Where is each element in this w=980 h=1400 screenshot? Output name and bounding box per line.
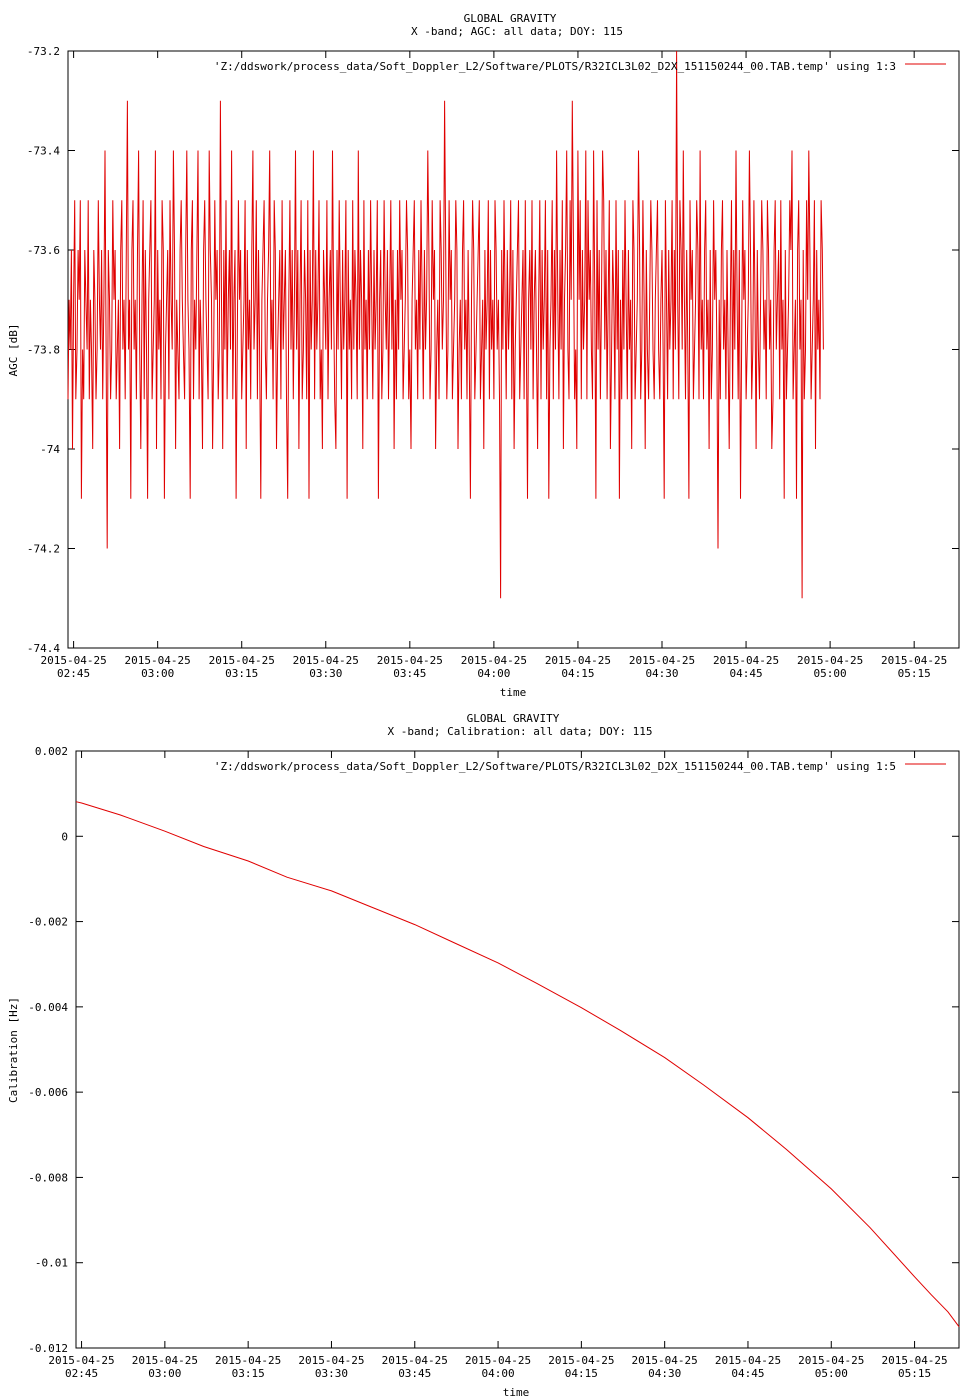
agc-series-line — [68, 51, 823, 598]
agc-y-tick-label: -73.6 — [26, 244, 60, 257]
agc-x-tick-date: 2015-04-25 — [628, 654, 696, 667]
calibration-x-tick-date: 2015-04-25 — [881, 1354, 948, 1367]
calibration-y-tick-label: -0.002 — [28, 915, 68, 929]
agc-x-tick-date: 2015-04-25 — [376, 654, 443, 667]
calibration-x-tick-date: 2015-04-25 — [464, 1354, 532, 1367]
agc-y-tick-label: -73.8 — [26, 343, 60, 357]
calibration-chart-subtitle: X -band; Calibration: all data; DOY: 115 — [387, 725, 653, 738]
agc-x-axis-label: time — [499, 686, 527, 699]
calibration-y-axis-label: Calibration [Hz] — [7, 997, 20, 1103]
calibration-y-tick-label: -0.008 — [28, 1171, 68, 1185]
calibration-chart-title: GLOBAL GRAVITY — [466, 712, 560, 725]
agc-x-tick-time: 02:45 — [57, 667, 91, 680]
calibration-x-tick-date: 2015-04-25 — [131, 1354, 198, 1367]
calibration-x-tick-time: 04:00 — [481, 1367, 515, 1380]
calibration-x-tick-time: 03:15 — [231, 1367, 265, 1380]
calibration-y-tick-label: 0.002 — [34, 745, 68, 758]
calibration-x-tick-time: 04:15 — [564, 1367, 598, 1380]
agc-y-tick-label: -73.4 — [26, 144, 60, 158]
calibration-x-tick-time: 04:30 — [648, 1367, 682, 1380]
calibration-x-tick-time: 04:45 — [731, 1367, 765, 1380]
calibration-y-tick-label: -0.012 — [28, 1342, 68, 1355]
agc-y-tick-label: -74 — [40, 443, 60, 456]
calibration-x-axis-label: time — [502, 1386, 530, 1399]
agc-x-tick-time: 04:30 — [645, 667, 679, 680]
calibration-y-tick-label: 0 — [61, 830, 68, 844]
agc-y-axis-label: AGC [dB] — [7, 323, 20, 377]
calibration-x-tick-date: 2015-04-25 — [381, 1354, 448, 1367]
agc-y-tick-label: -73.2 — [26, 45, 60, 58]
calibration-x-tick-time: 03:00 — [148, 1367, 182, 1380]
agc-x-tick-date: 2015-04-25 — [124, 654, 191, 667]
calibration-x-tick-date: 2015-04-25 — [798, 1354, 865, 1367]
agc-x-tick-date: 2015-04-25 — [292, 654, 359, 667]
calibration-legend-label: 'Z:/ddswork/process_data/Soft_Doppler_L2/Software/PLOTS/R32ICL3L02_D2X_151150244_00.TAB.temp' using 1:5 — [213, 760, 896, 773]
agc-x-tick-time: 04:45 — [729, 667, 763, 680]
agc-x-tick-time: 03:00 — [141, 667, 175, 680]
agc-x-tick-time: 03:30 — [309, 667, 343, 680]
calibration-series-line — [76, 802, 959, 1327]
agc-x-tick-time: 04:15 — [561, 667, 595, 680]
agc-x-tick-date: 2015-04-25 — [208, 654, 275, 667]
calibration-x-tick-date: 2015-04-25 — [631, 1354, 698, 1367]
calibration-y-ticks — [28, 745, 959, 1355]
agc-x-tick-date: 2015-04-25 — [712, 654, 780, 667]
calibration-y-tick-label: -0.006 — [28, 1086, 68, 1100]
agc-y-tick-label: -74.2 — [26, 542, 60, 556]
agc-x-tick-date: 2015-04-25 — [881, 654, 948, 667]
agc-legend-label: 'Z:/ddswork/process_data/Soft_Doppler_L2/Software/PLOTS/R32ICL3L02_D2X_151150244_00.TAB.temp' using 1:3 — [213, 60, 896, 73]
calibration-x-tick-time: 05:00 — [814, 1367, 848, 1380]
agc-x-tick-time: 04:00 — [477, 667, 511, 680]
calibration-y-tick-label: -0.004 — [28, 1000, 68, 1014]
calibration-plot-frame — [76, 751, 959, 1348]
agc-x-tick-time: 03:15 — [225, 667, 259, 680]
agc-x-tick-date: 2015-04-25 — [796, 654, 864, 667]
calibration-x-tick-date: 2015-04-25 — [48, 1354, 115, 1367]
calibration-x-tick-time: 05:15 — [898, 1367, 932, 1380]
calibration-x-tick-date: 2015-04-25 — [714, 1354, 782, 1367]
calibration-x-ticks — [48, 751, 947, 1380]
agc-x-tick-time: 05:15 — [897, 667, 931, 680]
calibration-x-tick-time: 03:45 — [398, 1367, 432, 1380]
agc-x-tick-time: 05:00 — [813, 667, 847, 680]
calibration-x-tick-time: 03:30 — [314, 1367, 349, 1380]
agc-x-tick-time: 03:45 — [393, 667, 427, 680]
agc-x-tick-date: 2015-04-25 — [460, 654, 528, 667]
agc-x-tick-date: 2015-04-25 — [40, 654, 107, 667]
agc-x-tick-date: 2015-04-25 — [544, 654, 612, 667]
calibration-x-tick-time: 02:45 — [64, 1367, 99, 1380]
calibration-x-tick-date: 2015-04-25 — [215, 1354, 282, 1367]
agc-chart-subtitle: X -band; AGC: all data; DOY: 115 — [411, 25, 623, 38]
agc-chart — [7, 12, 959, 699]
agc-y-tick-label: -74.4 — [26, 642, 60, 655]
calibration-y-tick-label: -0.01 — [34, 1256, 68, 1270]
calibration-chart — [7, 712, 959, 1399]
calibration-x-tick-date: 2015-04-25 — [298, 1354, 365, 1367]
calibration-x-tick-date: 2015-04-25 — [548, 1354, 615, 1367]
agc-chart-title: GLOBAL GRAVITY — [463, 12, 557, 25]
